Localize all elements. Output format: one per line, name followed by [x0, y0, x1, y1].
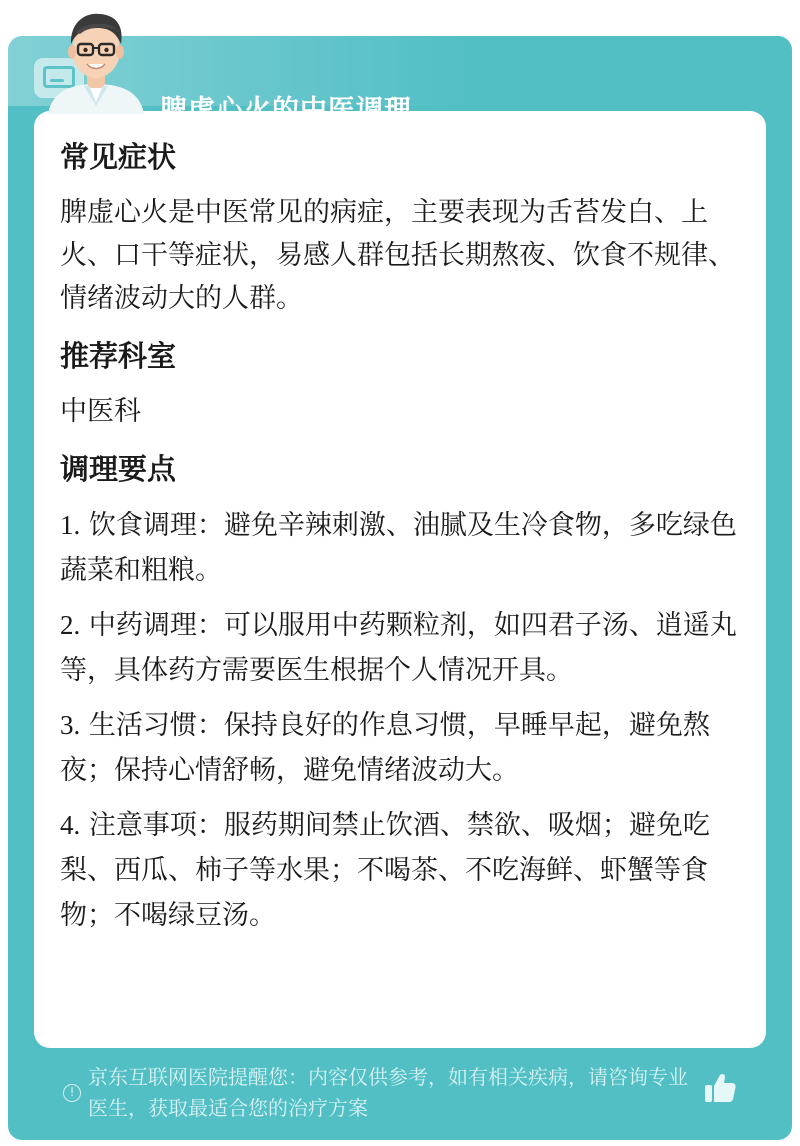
item-text: 饮食调理：避免辛辣刺激、油腻及生冷食物，多吃绿色蔬菜和粗粮。 [60, 510, 737, 586]
item-text: 生活习惯：保持良好的作息习惯，早睡早起，避免熬夜；保持心情舒畅，避免情绪波动大。 [60, 710, 710, 786]
info-icon: ! [63, 1084, 81, 1102]
list-item [60, 703, 740, 793]
care-heading: 调理要点 [60, 452, 177, 486]
list-item [60, 803, 740, 938]
disclaimer-text: 京东互联网医院提醒您：内容仅供参考，如有相关疾病，请咨询专业医生，获取最适合您的治疗方案 [88, 1065, 688, 1120]
item-number: 3. [60, 710, 81, 740]
list-item [60, 503, 740, 593]
doctor-avatar-icon [40, 6, 152, 114]
item-number: 1. [60, 510, 81, 540]
department-heading: 推荐科室 [60, 339, 177, 373]
symptoms-heading: 常见症状 [60, 140, 177, 174]
item-number: 2. [60, 610, 81, 640]
department-text: 中医科 [60, 396, 141, 427]
footer [0, 1056, 800, 1146]
symptoms-text: 脾虚心火是中医常见的病症，主要表现为舌苔发白、上火、口干等症状，易感人群包括长期熬夜、饮食不规律、情绪波动大的人群。 [60, 197, 735, 314]
item-number: 4. [60, 810, 81, 840]
content-card [34, 111, 766, 1048]
care-list [60, 503, 740, 938]
item-text: 注意事项：服药期间禁止饮酒、禁欲、吸烟；避免吃梨、西瓜、柿子等水果；不喝茶、不吃海鲜、虾蟹等食物；不喝绿豆汤。 [60, 810, 710, 931]
item-text: 中药调理：可以服用中药颗粒剂，如四君子汤、逍遥丸等，具体药方需要医生根据个人情况开具。 [60, 610, 737, 686]
thumbs-up-icon[interactable] [702, 1070, 738, 1106]
list-item [60, 603, 740, 693]
